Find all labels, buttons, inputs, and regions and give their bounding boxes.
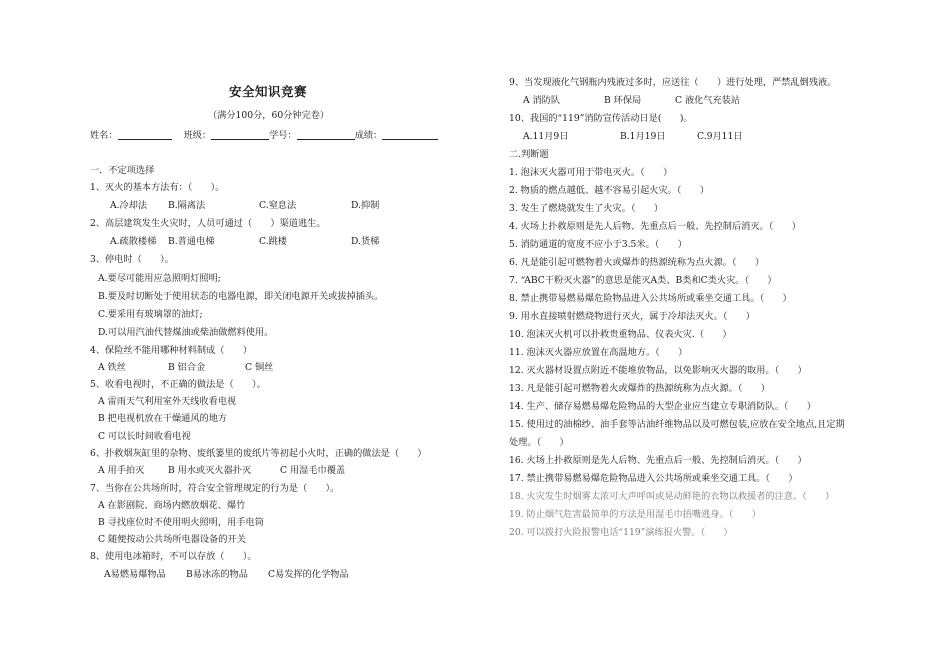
judgement-item-1: 1. 泡沫灭火器可用于带电灭火。（ ） [509, 167, 673, 178]
q3-option-b: B.要及时切断处于使用状态的电器电源，即关闭电源开关或拔掉插头。 [98, 291, 384, 302]
page-title: 安全知识竞赛 [229, 84, 308, 99]
judgement-item-15: 15. 使用过的油棉纱、油手套等沾油纤维物品以及可燃包装,应放在安全地点,且定期 [509, 419, 845, 430]
judgement-item-5: 5. 消防通道的宽度不应小于3.5米。（ ） [509, 239, 687, 250]
q4-option-b: B 铝合金 [168, 362, 206, 373]
q6-text: 6、扑救烟灰缸里的杂物、废纸篓里的废纸片等初起小火时，正确的做法是（ ） [90, 448, 427, 459]
q10-option-a: A.11月9日 [523, 131, 569, 142]
student-info-row [90, 127, 438, 141]
q10-option-c: C.9月11日 [697, 131, 743, 142]
judgement-item-7: 7. “ABC干粉灭火器”的意思是能灭A类、B类和C类火灾。（ ） [509, 275, 777, 286]
q5-text: 5、收看电视时，不正确的做法是（ ）。 [90, 379, 266, 390]
q7-option-c: C 随便按动公共场所电器设备的开关 [98, 534, 246, 545]
q9-option-b: B 环保局 [604, 95, 642, 106]
judgement-item-20: 20. 可以拨打火险报警电话“119”演练报火警。（ ） [509, 527, 733, 538]
section2-heading: 二.判断题 [509, 149, 549, 160]
judgement-item-13: 13. 凡是能引起可燃物着火或爆炸的热源统称为点火源。（ ） [509, 383, 770, 394]
q2-option-a: A.疏散楼梯 [110, 236, 157, 247]
score-blank [382, 129, 438, 140]
q1-option-b: B.隔离法 [168, 200, 206, 211]
q3-option-c: C.要采用有玻璃罩的油灯; [98, 309, 203, 320]
q4-option-c: C 铜丝 [245, 362, 274, 373]
judgement-item-10: 10. 泡沫灭火机可以扑救贵重物品、仪表火灾.（ ） [509, 329, 732, 340]
q10-option-b: B.1月19日 [620, 131, 666, 142]
q8-option-c: C易发挥的化学物品 [268, 569, 349, 580]
q7-text: 7、当你在公共场所时，符合安全管理规定的行为是（ ）。 [90, 483, 340, 494]
q2-option-b: B.普通电梯 [168, 236, 215, 247]
judgement-item-4: 4. 火场上扑救原则是先人后物、先重点后一般、先控制后消灭。（ ） [509, 221, 801, 232]
score-label: 成绩： [354, 130, 383, 141]
q3-option-a: A.要尽可能用应急照明灯照明; [98, 273, 221, 284]
q8-option-b: B易冰冻的物品 [186, 569, 248, 580]
q4-text: 4、保险丝不能用哪种材料制成（ ） [90, 345, 253, 356]
q9-text: 9、当发现液化气钢瓶内残液过多时，应送往（ ）进行处理，严禁乱倒残液。 [509, 77, 837, 88]
q9-option-c: C 液化气充装站 [675, 95, 741, 106]
q8-option-a: A易燃易爆物品 [104, 569, 166, 580]
q2-option-d: D.货梯 [351, 236, 380, 247]
q4-option-a: A 铁丝 [98, 362, 126, 373]
q3-text: 3、停电时（ ）。 [90, 254, 174, 265]
judgement-item-12: 12. 灭火器材设置点附近不能堆放物品，以免影响灭火器的取用。（ ） [509, 365, 807, 376]
q1-option-c: C.窒息法 [259, 200, 297, 211]
q3-option-d: D.可以用汽油代替煤油或柴油做燃料使用。 [98, 327, 274, 338]
judgement-item-2: 2. 物质的燃点越低、越不容易引起火灾。（ ） [509, 185, 710, 196]
judgement-item-19: 19. 防止烟气危害最简单的方法是用湿毛巾捂嘴逃身。（ ） [509, 509, 761, 520]
q10-text: 10、我国的“119”消防宣传活动日是( )。 [509, 113, 693, 124]
page-subtitle: （满分100分，60分钟完卷） [208, 110, 330, 121]
judgement-item-9: 9. 用水直接喷射燃烧物进行灭火，属于冷却法灭火。（ ） [509, 311, 755, 322]
q7-option-a: A 在影剧院、商场内燃放烟花、爆竹 [98, 500, 246, 511]
student-id-label: 学号： [269, 130, 297, 141]
class-label: 班级： [183, 130, 212, 141]
section1-heading: 一．不定项选择 [90, 165, 155, 176]
class-blank [211, 129, 269, 140]
judgement-item-14: 14. 生产、储存易燃易爆危险物品的大型企业应当建立专职消防队。（ ） [509, 401, 816, 412]
q9-option-a: A 消防队 [523, 95, 561, 106]
q6-option-b: B 用水或灭火器扑灭 [168, 465, 252, 476]
judgement-item-11: 11. 泡沫灭火器应放置在高温地方。（ ） [509, 347, 688, 358]
q6-option-a: A 用手拍灭 [98, 465, 145, 476]
judgement-item-16: 16. 火场上扑救原则是先人后物、先重点后一般、先控制后消灭。（ ） [509, 455, 807, 466]
q5-option-b: B 把电视机放在干燥通风的地方 [98, 413, 228, 424]
judgement-item-6: 6. 凡是能引起可燃物着火或爆炸的热源统称为点火源。（ ） [509, 257, 765, 268]
q1-text: 1、灭火的基本方法有：（ ）。 [90, 182, 225, 193]
judgement-item-8: 8. 禁止携带易燃易爆危险物品进入公共场所或乘坐交通工具。（ ） [509, 293, 792, 304]
judgement-item-3: 3. 发生了燃烧就发生了火灾。（ ） [509, 203, 664, 214]
q2-option-c: C.跳楼 [259, 236, 287, 247]
q2-text: 2、高层建筑发生火灾时，人员可通过（ ）渠道逃生。 [90, 218, 326, 229]
name-label: 姓名： [90, 130, 118, 141]
q1-option-a: A.冷却法 [110, 200, 148, 211]
q8-text: 8、使用电冰箱时，不可以存放（ ）。 [90, 551, 257, 562]
student-id-blank [297, 129, 355, 140]
judgement-item-15-cont: 处理。（ ） [509, 437, 569, 448]
name-blank [118, 129, 172, 140]
q5-option-c: C 可以长时间收看电视 [98, 431, 191, 442]
q1-option-d: D.抑制 [351, 200, 380, 211]
judgement-item-18: 18. 火灾发生时烟雾太浓可大声呼叫或晃动鲜艳的衣物以救援者的注意。（ ） [509, 491, 835, 502]
q6-option-c: C 用湿毛巾覆盖 [280, 465, 346, 476]
q7-option-b: B 寻找座位时不使用明火照明，用手电筒 [98, 517, 264, 528]
judgement-item-17: 17. 禁止携带易燃易爆危险物品进入公共场所或乘坐交通工具。（ ） [509, 473, 798, 484]
q5-option-a: A 雷雨天气利用室外天线收看电视 [98, 396, 237, 407]
